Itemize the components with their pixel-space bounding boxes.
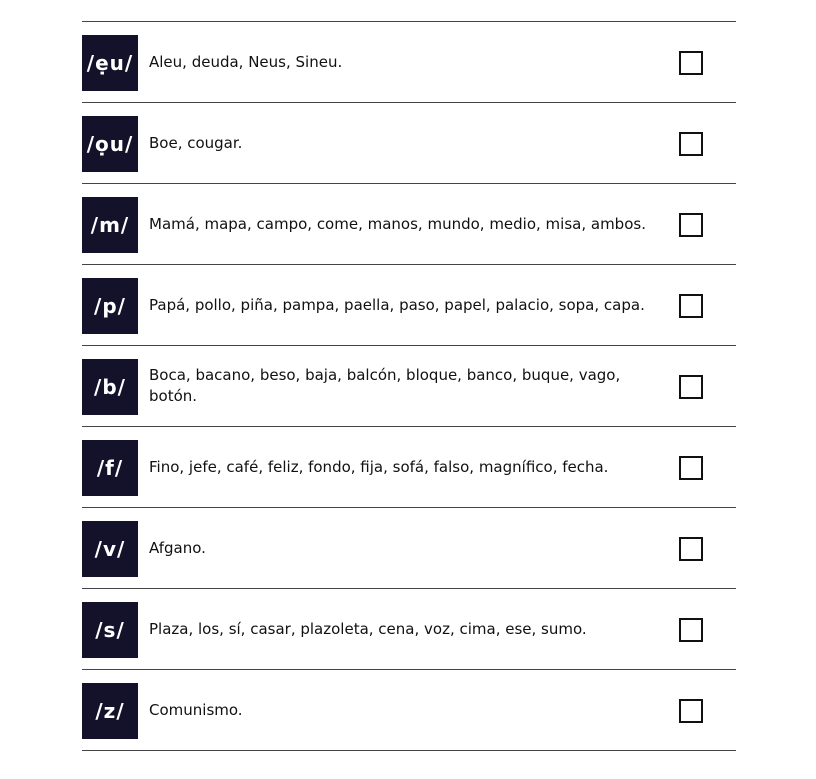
phoneme-row bbox=[82, 102, 736, 183]
phoneme-examples: Boca, bacano, beso, baja, balcón, bloque, banco, buque, vago, botón. bbox=[149, 366, 621, 405]
phoneme-row bbox=[82, 345, 736, 426]
phoneme-symbol: /s/ bbox=[82, 602, 138, 658]
phoneme-examples: Boe, cougar. bbox=[149, 133, 243, 152]
phoneme-checkbox[interactable] bbox=[679, 375, 703, 399]
phoneme-checkbox[interactable] bbox=[679, 51, 703, 75]
phoneme-checkbox[interactable] bbox=[679, 618, 703, 642]
phoneme-symbol: /v/ bbox=[82, 521, 138, 577]
phoneme-symbol: /ẹu/ bbox=[82, 35, 138, 91]
phoneme-row bbox=[82, 183, 736, 264]
phoneme-symbol: /ọu/ bbox=[82, 116, 138, 172]
phoneme-row bbox=[82, 669, 736, 751]
phoneme-examples: Aleu, deuda, Neus, Sineu. bbox=[149, 52, 343, 71]
phoneme-row bbox=[82, 264, 736, 345]
phoneme-examples: Plaza, los, sí, casar, plazoleta, cena, voz, cima, ese, sumo. bbox=[149, 619, 587, 638]
phoneme-checkbox[interactable] bbox=[679, 699, 703, 723]
phoneme-row bbox=[82, 21, 736, 102]
phoneme-examples: Mamá, mapa, campo, come, manos, mundo, medio, misa, ambos. bbox=[149, 214, 646, 233]
phoneme-symbol: /f/ bbox=[82, 440, 138, 496]
phoneme-row bbox=[82, 507, 736, 588]
phoneme-list bbox=[82, 21, 736, 751]
phoneme-symbol: /m/ bbox=[82, 197, 138, 253]
phoneme-symbol: /b/ bbox=[82, 359, 138, 415]
phoneme-examples: Fino, jefe, café, feliz, fondo, fija, sofá, falso, magnífico, fecha. bbox=[149, 457, 609, 476]
phoneme-checkbox[interactable] bbox=[679, 537, 703, 561]
phoneme-symbol: /p/ bbox=[82, 278, 138, 334]
phoneme-symbol: /z/ bbox=[82, 683, 138, 739]
phoneme-examples: Comunismo. bbox=[149, 700, 243, 719]
phoneme-row bbox=[82, 426, 736, 507]
phoneme-checkbox[interactable] bbox=[679, 456, 703, 480]
phoneme-examples: Papá, pollo, piña, pampa, paella, paso, papel, palacio, sopa, capa. bbox=[149, 295, 645, 314]
phoneme-row bbox=[82, 588, 736, 669]
phoneme-checkbox[interactable] bbox=[679, 213, 703, 237]
phoneme-checkbox[interactable] bbox=[679, 132, 703, 156]
phoneme-checkbox[interactable] bbox=[679, 294, 703, 318]
phoneme-examples: Afgano. bbox=[149, 538, 206, 557]
